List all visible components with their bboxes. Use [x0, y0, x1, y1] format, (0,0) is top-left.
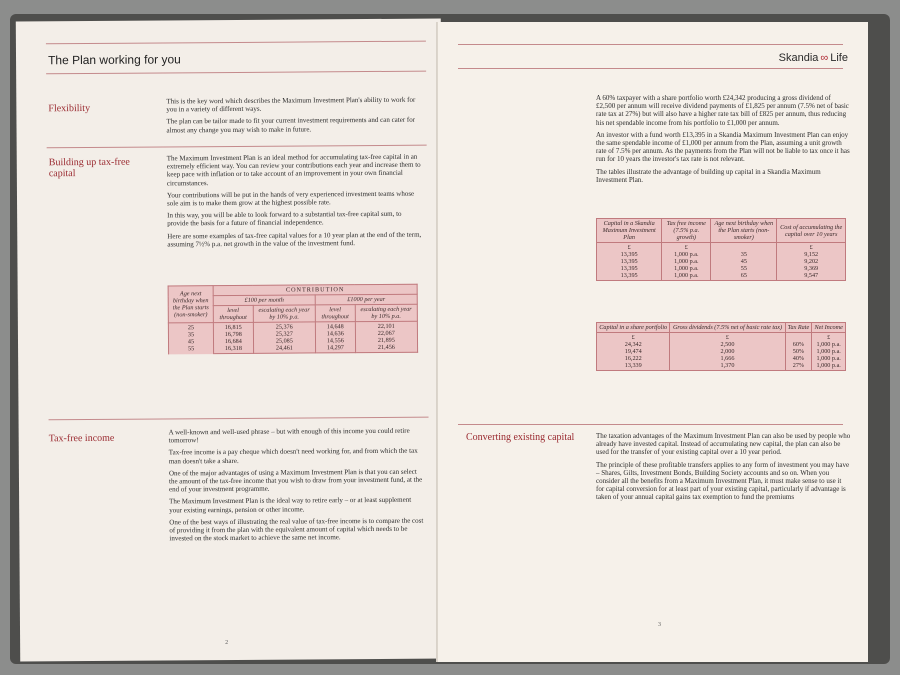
group-header: £100 per month [213, 295, 315, 306]
table-cell: 25 35 45 55 [168, 323, 213, 354]
table-cell: £ 1,000 p.a. 1,000 p.a. 1,000 p.a. 1,000 p.a. [812, 333, 846, 371]
page-title: The Plan working for you [47, 52, 181, 68]
share-portfolio-table [596, 322, 846, 371]
paragraph: The tables illustrate the advantage of building up capital in a Skandia Maximum Investment Plan. [596, 167, 821, 184]
table-row [597, 333, 846, 371]
table-header: Capital in a share portfolio [597, 323, 670, 333]
converting-heading: Converting existing capital [466, 432, 575, 443]
right-page [438, 22, 868, 662]
paragraph: One of the best ways of illustrating the real value of tax-free income is to compare the cost of providing it from the plan with the equivalent amount of capital which needs to be invested on the stock market to achieve the same net income. [169, 516, 424, 543]
logo-text: Life [830, 52, 848, 64]
paragraph: The Maximum Investment Plan is the ideal way to retire early – or at least supplement your existing earnings, pension or other income. [169, 496, 412, 515]
skandia-capital-table [596, 218, 846, 281]
paragraph: This is the key word which describes the Maximum Investment Plan's ability to work for you in a variety of different ways. [166, 95, 416, 114]
paragraph: Your contributions will be put in the hands of very experienced investment teams whose sole aim is to make them grow at the highest possible rate. [166, 189, 415, 208]
table-row [168, 321, 417, 354]
table-header: Tax free income (7.5% p.a. growth) [662, 219, 711, 243]
page-number: 3 [658, 622, 661, 628]
header-rule [458, 68, 843, 69]
paragraph: The taxation advantages of the Maximum Investment Plan can also be used by people who already have invested capital. Instead of accumulating new capital, the plan can also be used for the transfer of your existing capital over a 10 year period. [596, 432, 851, 457]
table-cell: £ 24,342 19,474 16,222 13,339 [597, 333, 670, 371]
table-row [597, 243, 846, 281]
table-cell: 25,376 25,327 25,085 24,461 [253, 322, 316, 353]
top-rule [458, 44, 843, 45]
paragraph: Here are some examples of tax-free capital values for a 10 year plan at the end of the term, assuming 7½% p.a. net growth in the value of the investment fund. [167, 230, 422, 249]
table-cell: 35 45 55 65 [711, 243, 777, 281]
paragraph: One of the major advantages of using a Maximum Investment Plan is that you can select the amount of the tax-free income that you wish to draw from your investment fund, at the end of your investment programme. [168, 467, 423, 494]
taxfree-text [169, 427, 425, 547]
converting-text [596, 432, 851, 506]
table-cell: £ 1,000 p.a. 1,000 p.a. 1,000 p.a. 1,000 p.a. [662, 243, 711, 281]
paragraph: The plan can be tailor made to fit your current investment requirements and can cater for almost any change you may wish to make in future. [166, 116, 416, 135]
table-cell: £ 9,152 9,202 9,369 9,547 [777, 243, 846, 281]
sub-header: level throughout [315, 305, 355, 322]
table-header: Gross dividends (7.5% net of basic rate tax) [670, 323, 785, 333]
paragraph: The Maximum Investment Plan is an ideal method for accumulating tax-free capital in an extremely efficient way. You can review your contributions each year and increase them to keep pace with inflation or to take account of an improvement in your own financial circumstances. [166, 152, 421, 188]
section-rule [47, 145, 427, 149]
building-heading: Building up tax-free capital [48, 156, 130, 180]
left-page [16, 19, 445, 662]
skandia-logo [779, 52, 848, 64]
paragraph: Tax-free income is a pay cheque which doesn't need working for, and from which the tax man doesn't take a share. [168, 447, 418, 466]
paragraph: The principle of these profitable transfers applies to any form of investment you may have – Shares, Gilts, Investment Bonds, Building Society accounts and so on. When you consider all the benefits from a Maximum Investment Plan, it must make sense to use it for capital conversion for at least part of your existing capital, particularly if advantage is taken of your annual capital gains tax exemption to fund the premiums [596, 460, 850, 502]
contribution-table [168, 284, 418, 355]
table-cell: 14,648 14,636 14,556 14,297 [315, 322, 355, 353]
table-cell: 22,101 22,067 21,895 21,456 [355, 321, 418, 352]
section-rule [49, 417, 429, 421]
sub-header: escalating each year by 10% p.a. [355, 304, 417, 321]
taxfree-heading: Tax-free income [48, 432, 115, 445]
paragraph: A 60% taxpayer with a share portfolio worth £24,342 producing a gross dividend of £2,500 per annum will receive dividend payments of £1,825 per annum (7.5% net of basic rate tax at 27%) but will also have a higher rate tax bill of £825 per annum, thus reducing his net spendable income from his portfolio to £1,000 per annum. [596, 94, 849, 127]
logo-text: Skandia [778, 52, 819, 64]
table-cell: £ 2,500 2,000 1,666 1,370 [670, 333, 785, 371]
paragraph: A well-known and well-used phrase – but with enough of this income you could retire tomorrow! [168, 426, 410, 445]
table-cell: £ 13,395 13,395 13,395 13,395 [597, 243, 662, 281]
group-header: £1000 per year [315, 294, 417, 305]
table-header: Capital in a Skandia Maximum Investment Plan [597, 219, 662, 243]
sub-header: level throughout [213, 305, 253, 322]
table-header: Net Income [812, 323, 846, 333]
paragraph: An investor with a fund worth £13,395 in a Skandia Maximum Investment Plan can enjoy the same spendable income of £1,000 per annum from the Plan, assuming a unit growth rate of 7.5% per annum. As the payments from the Plan will not be liable to tax once it has run for 10 years the investor's tax rate is not relevant. [596, 130, 850, 164]
sub-header: escalating each year by 10% p.a. [253, 305, 315, 322]
table-header: Cost of accumulating the capital over 10 years [777, 219, 846, 243]
skandia-umbrella-icon: ∞ [820, 52, 829, 64]
table-cell: 16,815 16,798 16,684 16,318 [213, 322, 253, 353]
intro-text [596, 94, 851, 188]
building-text [167, 153, 423, 253]
age-header: Age next birthday when the Plan starts (non-smoker) [168, 286, 213, 323]
paragraph: In this way, you will be able to look forward to a substantial tax-free capital sum, to provide the basis for a future of financial independence. [167, 210, 402, 228]
flexibility-text [166, 96, 416, 139]
table-cell: 60% 50% 40% 27% [785, 333, 812, 371]
section-rule [458, 424, 843, 425]
top-rule [46, 41, 426, 45]
title-rule [46, 71, 426, 75]
table-header: Age next birthday when the Plan starts (non-smoker) [711, 219, 777, 243]
table-header: Tax Rate [785, 323, 812, 333]
flexibility-heading: Flexibility [48, 102, 91, 115]
page-number: 2 [225, 640, 229, 647]
contribution-header: CONTRIBUTION [213, 284, 417, 295]
